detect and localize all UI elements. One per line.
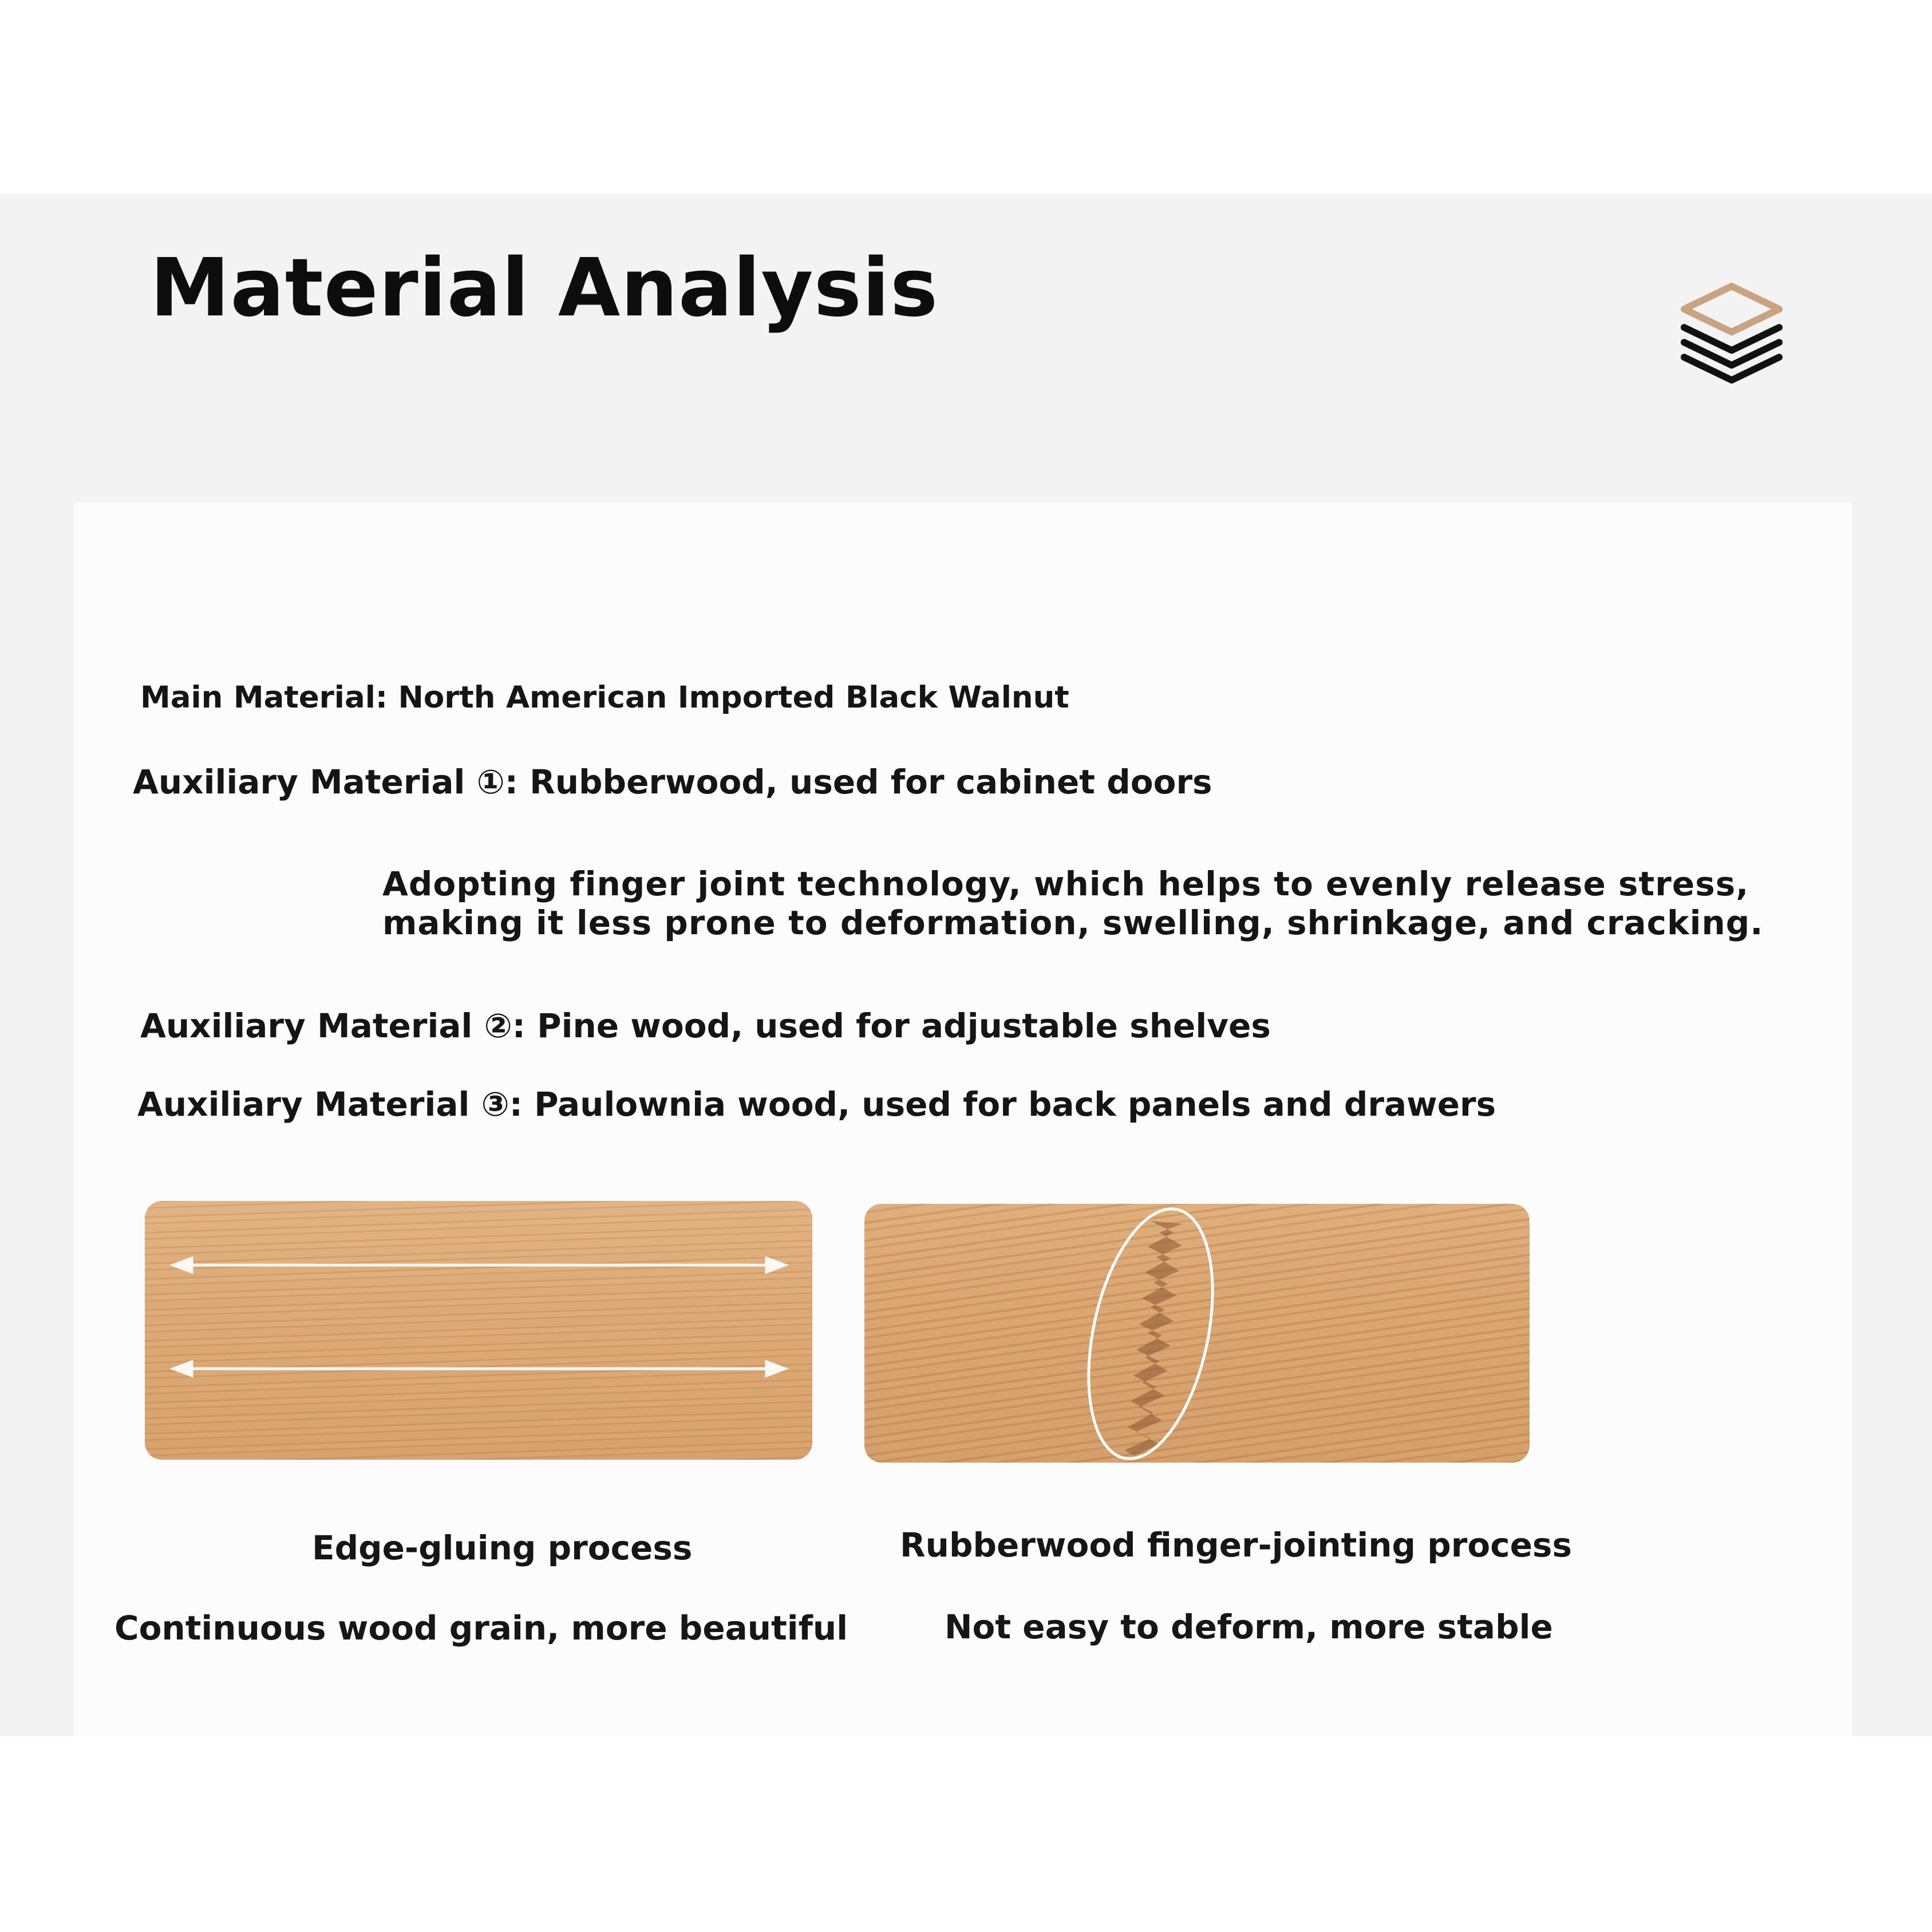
auxiliary-material-1-text: Auxiliary Material ①: Rubberwood, used for cabinet doors xyxy=(133,762,1212,801)
main-material-text: Main Material: North American Imported Black Walnut xyxy=(140,680,1069,715)
finger-jointed-wood-image xyxy=(864,1204,1530,1463)
finger-joint-description xyxy=(382,864,1764,942)
description-line-2: making it less prone to deformation, swelling, shrinkage, and cracking. xyxy=(382,903,1764,942)
edge-gluing-title: Edge-gluing process xyxy=(312,1528,693,1567)
page-title: Material Analysis xyxy=(150,242,939,335)
edge-gluing-description: Continuous wood grain, more beautiful xyxy=(114,1609,848,1647)
layered-squares-icon xyxy=(1677,280,1786,384)
auxiliary-material-3-text: Auxiliary Material ③: Paulownia wood, used for back panels and drawers xyxy=(137,1085,1496,1124)
finger-jointing-title: Rubberwood finger-jointing process xyxy=(900,1526,1572,1564)
auxiliary-material-2-text: Auxiliary Material ②: Pine wood, used for adjustable shelves xyxy=(140,1006,1271,1045)
joint-highlight-ellipse xyxy=(864,1204,1530,1463)
description-line-1: Adopting finger joint technology, which helps to evenly release stress, xyxy=(382,864,1749,903)
finger-jointing-description: Not easy to deform, more stable xyxy=(945,1607,1553,1646)
edge-glued-wood-image xyxy=(145,1201,812,1460)
double-arrow-icons xyxy=(145,1201,812,1460)
